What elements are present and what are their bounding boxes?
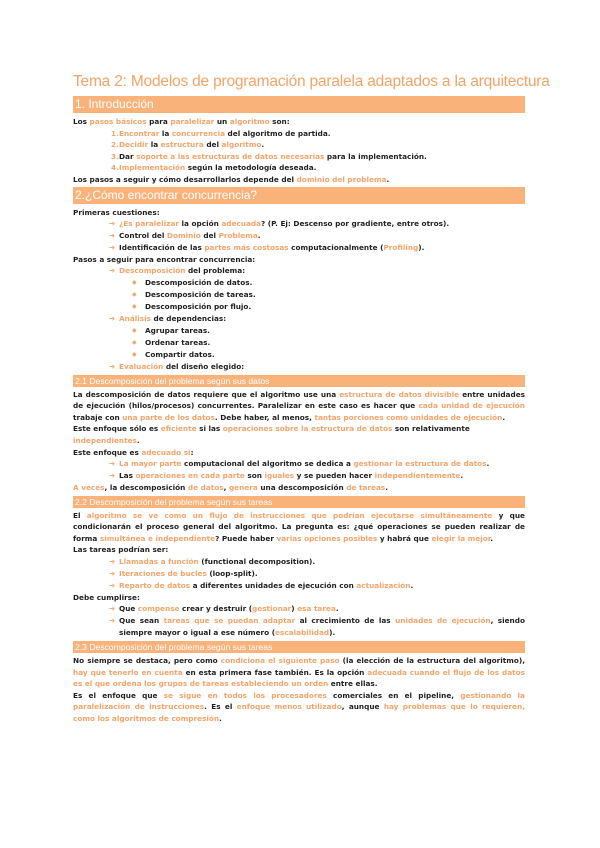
sub-list-item: ◆ Descomposición de datos. [132, 278, 253, 288]
paragraph: No siempre se destaca, pero como condiciona el siguiente paso (la elección de la estructura del algoritmo), hay que tenerlo en cuenta en esta primera fase también. Es la opción adecuada cuando el flujo de los datos es el que ordena los grupos de tareas estableciendo un orden entre ellas. [73, 656, 525, 689]
diamond-bullet-icon: ◆ [132, 303, 137, 311]
list-item: 2. Decidir la estructura del algoritmo. [111, 140, 265, 150]
requirements-title: Debe cumplirse: [73, 592, 140, 602]
arrow-right-icon: ➔ [109, 604, 116, 614]
list-item: ➔ Evaluación del diseño elegido: [109, 361, 245, 371]
conditions-list [73, 458, 525, 482]
arrow-right-icon: ➔ [109, 459, 116, 469]
sub-list-item: ◆ Compartir datos. [132, 349, 215, 359]
document-page [73, 72, 550, 725]
list-item: ➔ Que compense crear y destruir (gestionar) esa tarea. [109, 604, 339, 614]
section-heading-concurrencia: 2.¿Cómo encontrar concurrencia? [73, 187, 525, 204]
list-item: 3. Dar soporte a las estructuras de datos necesarias para la implementación. [111, 151, 427, 161]
arrow-right-icon: ➔ [109, 580, 116, 590]
sub-list [119, 325, 525, 361]
arrow-right-icon: ➔ [109, 219, 116, 229]
list-item: ➔ ¿Es paralelizar la opción adecuada? (P. Ej: Descenso por gradiente, entre otros). [109, 219, 450, 229]
list-item: ➔ Análisis de dependencias: ◆ Agrupar tareas. ◆ Ordenar tareas. ◆ Compartir datos. [73, 313, 525, 361]
sub-list-item: ◆ Agrupar tareas. [132, 326, 210, 335]
list-item: ➔ Identificación de las partes más costosas computacionalmente (Profiling). [109, 242, 425, 252]
arrow-right-icon: ➔ [109, 568, 116, 578]
list-item: ➔ Las operaciones en cada parte son iguales y se pueden hacer independientemente. [109, 471, 464, 481]
diamond-bullet-icon: ◆ [132, 350, 137, 358]
list-item: ➔ Descomposición del problema: ◆ Descomposición de datos. ◆ Descomposición de tareas. ◆ Descomposición por flujo. [73, 265, 525, 313]
sub-list-item: ◆ Descomposición de tareas. [132, 290, 256, 300]
sub-list-item: ◆ Descomposición por flujo. [132, 302, 252, 312]
intro-outro: Los pasos a seguir y cómo desarrollarlos depende del dominio del problema. [73, 174, 390, 184]
arrow-right-icon: ➔ [109, 242, 116, 252]
list-item: 1. Encontrar la concurrencia del algoritmo de partida. [111, 128, 331, 138]
questions-title: Primeras cuestiones: [73, 207, 160, 217]
arrow-right-icon: ➔ [109, 556, 116, 566]
steps-title: Pasos a seguir para encontrar concurrencia: [73, 254, 256, 264]
diamond-bullet-icon: ◆ [132, 279, 137, 287]
arrow-right-icon: ➔ [109, 314, 116, 324]
diamond-bullet-icon: ◆ [132, 291, 137, 299]
paragraph: Este enfoque sólo es eficiente si las operaciones sobre la estructura de datos son relativamente independientes. [73, 424, 470, 445]
paragraph: La descomposición de datos requiere que el algoritmo use una estructura de datos divisible entre unidades de ejecución (hilos/procesos) concurrentes. Paralelizar en este caso es hacer que cada unidad de ejecución trabaje con una parte de los datos. Debe haber, al menos, tantas porciones como unidades de ejecución. [73, 389, 525, 422]
list-item: 4. Implementación según la metodología deseada. [111, 163, 317, 173]
arrow-right-icon: ➔ [109, 231, 116, 241]
subsection-heading-datos: 2.1 Descomposición del problema según sus datos [73, 375, 525, 387]
sub-list-item: ◆ Ordenar tareas. [132, 337, 211, 347]
list-item: ➔ La mayor parte computacional del algoritmo se dedica a gestionar la estructura de datos. [109, 459, 490, 469]
list-item: ➔ Control del Dominio del Problema. [109, 231, 261, 241]
arrow-right-icon: ➔ [109, 266, 116, 276]
arrow-right-icon: ➔ [109, 361, 116, 371]
intro-paragraph: Los pasos básicos para paralelizar un algoritmo son: [73, 117, 290, 126]
arrow-right-icon: ➔ [109, 471, 116, 481]
subsection-heading-tareas: 2.2 Descomposición del problema según sus tareas [73, 496, 525, 508]
steps-list [73, 128, 525, 174]
list-item: ➔ Que sean tareas que se puedan adaptar al crecimiento de las unidades de ejecución, siendo siempre mayor o igual a ese número (escalabilidad). [109, 616, 525, 638]
questions-list [73, 218, 525, 254]
list-item: ➔ Iteraciones de bucles (loop-split). [109, 568, 258, 578]
paragraph: Este enfoque es adecuado si: [73, 447, 194, 457]
paragraph: A veces, la descomposición de datos, genera una descomposición de tareas. [73, 483, 389, 492]
requirements-list [73, 603, 525, 639]
diamond-bullet-icon: ◆ [132, 327, 137, 334]
sub-list [119, 277, 525, 313]
subsection-heading-flujo: 2.3 Descomposición del problema según sus tareas [73, 641, 525, 653]
list-item: ➔ Reparto de datos a diferentes unidades de ejecución con actualización. [109, 580, 414, 590]
diamond-bullet-icon: ◆ [132, 338, 137, 346]
section-heading-introduccion: 1. Introducción [73, 96, 525, 113]
tasks-title: Las tareas podrían ser: [73, 545, 169, 555]
page-title: Tema 2: Modelos de programación paralela adaptados a la arquitectura [73, 73, 550, 90]
concurrency-steps-list [73, 265, 525, 372]
tasks-list [73, 556, 525, 592]
paragraph: El algoritmo se ve como un flujo de instrucciones que podrían ejecutarse simultáneamente y que condicionarán el proceso general del algoritmo. La pregunta es: ¿qué operaciones se pueden realizar de forma simultánea e independiente? Puede haber varias opciones posibles y habrá que elegir la mejor. [73, 510, 525, 543]
arrow-right-icon: ➔ [109, 616, 116, 626]
list-item: ➔ Llamadas a función (functional decomposition). [109, 556, 316, 566]
paragraph: Es el enfoque que se sigue en todos los procesadores comerciales en el pipeline, gestionando la paralelización de instrucciones. Es el enfoque menos utilizado, aunque hay problemas que lo requieren, como los algoritmos de compresión. [73, 690, 525, 723]
